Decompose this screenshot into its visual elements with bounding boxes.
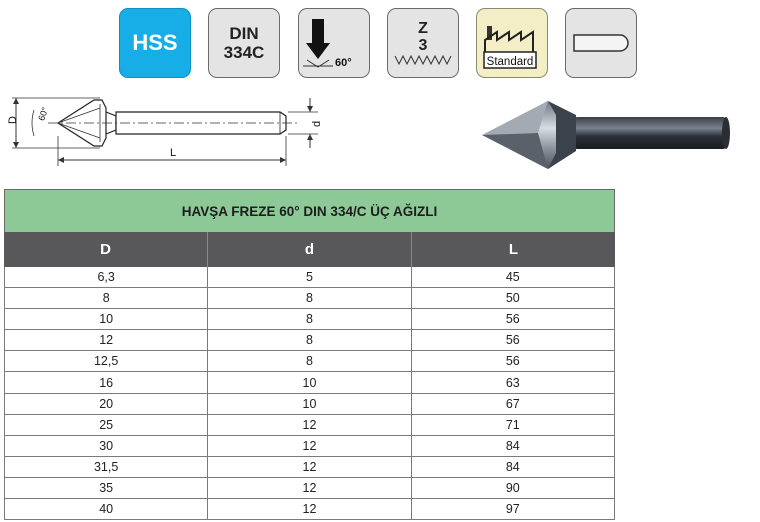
cell-D: 16 bbox=[4, 372, 208, 392]
standard-factory-icon bbox=[479, 12, 545, 74]
tooth-profile-icon bbox=[394, 54, 452, 66]
cell-d: 8 bbox=[208, 351, 411, 371]
din-label-line1: DIN bbox=[229, 24, 259, 43]
column-header-d: d bbox=[208, 232, 412, 267]
table-row bbox=[4, 372, 615, 393]
cell-D: 30 bbox=[4, 436, 208, 456]
cell-d: 8 bbox=[208, 309, 411, 329]
cell-D: 35 bbox=[4, 478, 208, 498]
cell-D: 12,5 bbox=[4, 351, 208, 371]
countersink-angle-badge bbox=[298, 8, 370, 78]
table-header bbox=[4, 232, 615, 267]
cell-L: 67 bbox=[412, 394, 615, 414]
cell-D: 8 bbox=[4, 288, 208, 308]
cell-d: 5 bbox=[208, 267, 411, 287]
cylindrical-shank-icon bbox=[568, 23, 634, 63]
standard-label: Standard bbox=[486, 56, 534, 68]
cell-d: 12 bbox=[208, 436, 411, 456]
cell-L: 97 bbox=[412, 499, 615, 519]
standard-badge bbox=[476, 8, 548, 78]
flutes-label-z: Z bbox=[418, 20, 428, 37]
table-row bbox=[4, 457, 615, 478]
dimension-label-angle: 60° bbox=[36, 105, 51, 123]
table-row bbox=[4, 478, 615, 499]
cell-L: 84 bbox=[412, 436, 615, 456]
cell-L: 50 bbox=[412, 288, 615, 308]
angle-label: 60° bbox=[335, 57, 352, 69]
cell-d: 8 bbox=[208, 330, 411, 350]
cell-L: 84 bbox=[412, 457, 615, 477]
table-row bbox=[4, 288, 615, 309]
dimension-label-D: D bbox=[7, 116, 19, 124]
cell-L: 56 bbox=[412, 309, 615, 329]
cylindrical-shank-badge bbox=[565, 8, 637, 78]
cell-D: 12 bbox=[4, 330, 208, 350]
table-row bbox=[4, 415, 615, 436]
table-row bbox=[4, 330, 615, 351]
cell-d: 10 bbox=[208, 372, 411, 392]
cell-L: 63 bbox=[412, 372, 615, 392]
cell-D: 25 bbox=[4, 415, 208, 435]
table-row bbox=[4, 267, 615, 288]
hss-label: HSS bbox=[132, 30, 178, 55]
table-row bbox=[4, 436, 615, 457]
table-title: HAVŞA FREZE 60° DIN 334/C ÜÇ AĞIZLI bbox=[4, 189, 615, 232]
hss-badge bbox=[119, 8, 191, 78]
cell-D: 6,3 bbox=[4, 267, 208, 287]
dimension-label-L: L bbox=[170, 147, 177, 159]
table-row bbox=[4, 394, 615, 415]
table-row bbox=[4, 499, 615, 520]
din-label-line2: 334C bbox=[223, 43, 265, 62]
din-badge bbox=[208, 8, 280, 78]
column-header-L: L bbox=[508, 241, 519, 258]
flutes-label-count: 3 bbox=[418, 37, 428, 54]
cell-d: 12 bbox=[208, 457, 411, 477]
cell-D: 10 bbox=[4, 309, 208, 329]
cell-D: 20 bbox=[4, 394, 208, 414]
technical-drawing bbox=[4, 96, 326, 174]
cell-d: 12 bbox=[208, 478, 411, 498]
table-body bbox=[4, 267, 615, 520]
cell-L: 90 bbox=[412, 478, 615, 498]
dimensions-table bbox=[4, 189, 615, 520]
cell-L: 56 bbox=[412, 330, 615, 350]
dimension-label-d: d bbox=[311, 120, 323, 127]
cell-L: 45 bbox=[412, 267, 615, 287]
cell-D: 31,5 bbox=[4, 457, 208, 477]
countersink-icon bbox=[299, 10, 369, 76]
cell-d: 12 bbox=[208, 499, 411, 519]
cell-d: 8 bbox=[208, 288, 411, 308]
countersink-tool-image bbox=[478, 97, 734, 177]
flutes-badge bbox=[387, 8, 459, 78]
cell-D: 40 bbox=[4, 499, 208, 519]
cell-d: 12 bbox=[208, 415, 411, 435]
table-row bbox=[4, 351, 615, 372]
cell-d: 10 bbox=[208, 394, 411, 414]
column-header-D: D bbox=[4, 232, 208, 267]
cell-L: 71 bbox=[412, 415, 615, 435]
cell-L: 56 bbox=[412, 351, 615, 371]
table-row bbox=[4, 309, 615, 330]
